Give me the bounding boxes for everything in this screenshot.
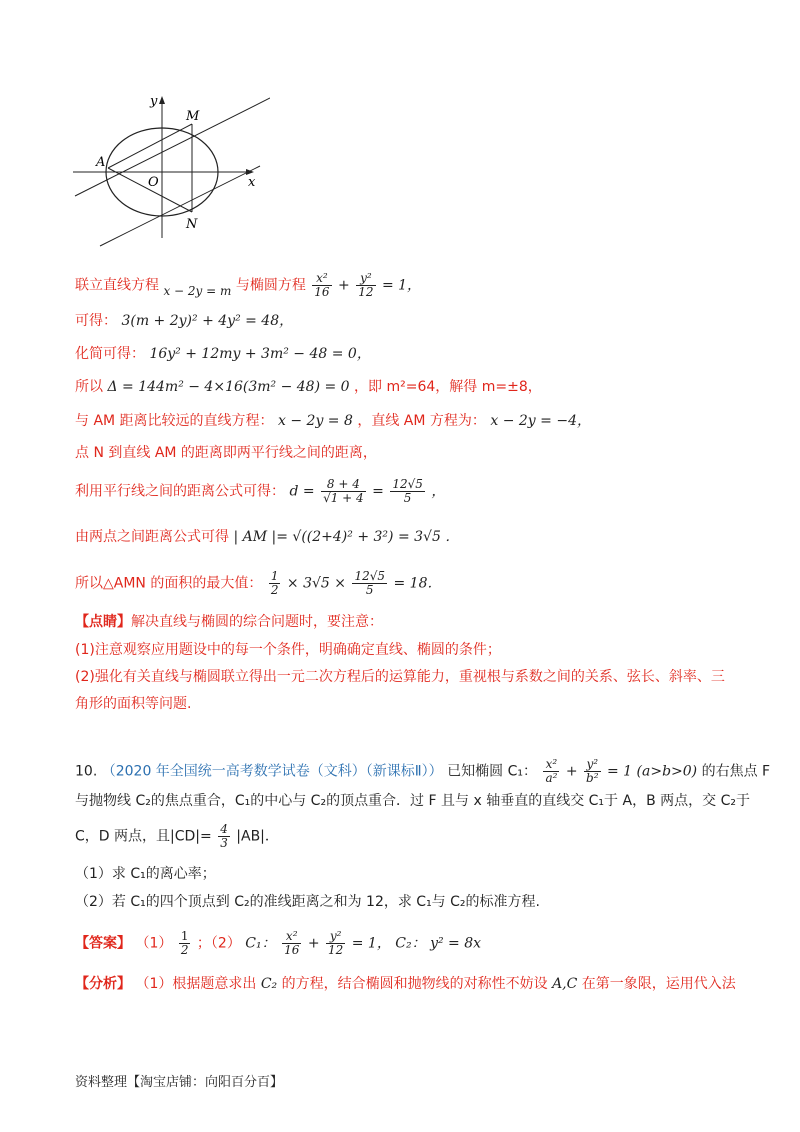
problem-line-2: 与抛物线 C₂的焦点重合，C₁的中心与 C₂的顶点重合．过 F 且与 x 轴垂直的直线交 C₁于 A，B 两点，交 C₂于 <box>75 793 750 809</box>
y-axis-arrow <box>159 96 165 104</box>
solution-line-8: 由两点之间距离公式可得 | AM |= √((2+4)² + 3²) = 3√5 ． <box>75 529 460 545</box>
frac-8plus4: $\frac{8 + 4}{√1 + 4}$ <box>323 477 364 505</box>
solution-line-6: 点 N 到直线 AM 的距离即两平行线之间的距离， <box>75 445 377 461</box>
ellipse-figure <box>70 88 270 248</box>
answer-line: 【答案】 （1） $\frac{1}{2}$ ；（2） C₁： $\frac{\text{x²}}{16}$ + $\frac{\text{y²}}{12}$ = 1， C₂： y² = 8x <box>75 929 482 957</box>
label-a: A <box>96 155 106 170</box>
frac-answer-half: $\frac{1}{2}$ <box>180 929 189 957</box>
upper-tangent-line <box>75 98 270 196</box>
solution-line-1: 联立直线方程 x − 2y = m 与椭圆方程 $\frac{\text{x²}}{16}$ + $\frac{\text{y²}}{12}$ = 1， <box>75 271 422 299</box>
label-x: x <box>248 175 256 190</box>
frac-y2-12: $\frac{\text{y²}}{12}$ <box>358 271 374 299</box>
frac-half: $\frac{1}{2}$ <box>270 569 279 597</box>
frac-4-3: $\frac{4}{3}$ <box>220 822 228 850</box>
label-y: y <box>150 94 158 109</box>
tips-title: 【点睛】解决直线与椭圆的综合问题时，要注意： <box>75 614 383 630</box>
solution-line-9: 所以△AMN 的面积的最大值： $\frac{1}{2}$ × 3√5 × $\frac{12√5}{5}$ = 18． <box>75 569 442 597</box>
frac-ans-x2-16: $\frac{\text{x²}}{16}$ <box>284 929 300 957</box>
footer-text: 资料整理【淘宝店铺：向阳百分百】 <box>75 1075 284 1090</box>
solution-line-2: 可得： 3(m + 2y)² + 4y² = 48， <box>75 313 294 329</box>
solution-line-5: 与 AM 距离比较远的直线方程： x − 2y = 8 ，直线 AM 方程为： x − 2y = −4， <box>75 413 591 429</box>
frac-12sqrt5-5: $\frac{12√5}{5}$ <box>392 477 423 505</box>
problem-source: （2020 年全国统一高考数学试卷（文科）（新课标Ⅱ）） <box>101 763 443 780</box>
analysis-line: 【分析】 （1）根据题意求出 C₂ 的方程，结合椭圆和抛物线的对称性不妨设 A,C 在第一象限，运用代入法 <box>75 976 736 992</box>
tips-point-1: (1)注意观察应用题设中的每一个条件，明确确定直线、椭圆的条件； <box>75 642 501 658</box>
frac-x2-a2: $\frac{\text{x²}}{\text{a²}}$ <box>545 757 558 785</box>
problem-line-3: C，D 两点，且|CD|= $\frac{4}{3}$ |AB|． <box>75 822 279 850</box>
label-o: O <box>148 175 159 190</box>
label-n: N <box>186 217 198 232</box>
problem-line-1: 10. （2020 年全国统一高考数学试卷（文科）（新课标Ⅱ）） 已知椭圆 C₁： $\frac{\text{x²}}{\text{a²}}$ + $\frac{\text{y²}}{\text{b²}}$ = 1 (a>b>0) 的右焦点 F <box>75 757 771 785</box>
frac-12sqrt5-5-b: $\frac{12√5}{5}$ <box>354 569 386 597</box>
question-1: （1）求 C₁的离心率； <box>75 866 216 882</box>
frac-x2-16: $\frac{\text{x²}}{16}$ <box>314 271 330 299</box>
frac-y2-b2: $\frac{\text{y²}}{\text{b²}}$ <box>586 757 599 785</box>
tips-point-2-cont: 角形的面积等问题. <box>75 696 192 712</box>
question-2: （2）若 C₁的四个顶点到 C₂的准线距离之和为 12，求 C₁与 C₂的标准方程. <box>75 894 540 910</box>
label-m: M <box>186 109 200 124</box>
tips-point-2: (2)强化有关直线与椭圆联立得出一元二次方程后的运算能力，重视根与系数之间的关系、弦长、斜率、三 <box>75 669 725 685</box>
solution-line-3: 化简可得： 16y² + 12my + 3m² − 48 = 0， <box>75 346 371 362</box>
chord-am <box>108 124 192 168</box>
solution-line-4: 所以 Δ = 144m² − 4×16(3m² − 48) = 0 ，即 m²=64，解得 m=±8， <box>75 379 542 395</box>
solution-line-7: 利用平行线之间的距离公式可得： d = $\frac{8 + 4}{√1 + 4}$ = $\frac{12√5}{5}$ ， <box>75 477 446 505</box>
frac-ans-y2-12: $\frac{\text{y²}}{12}$ <box>328 929 344 957</box>
